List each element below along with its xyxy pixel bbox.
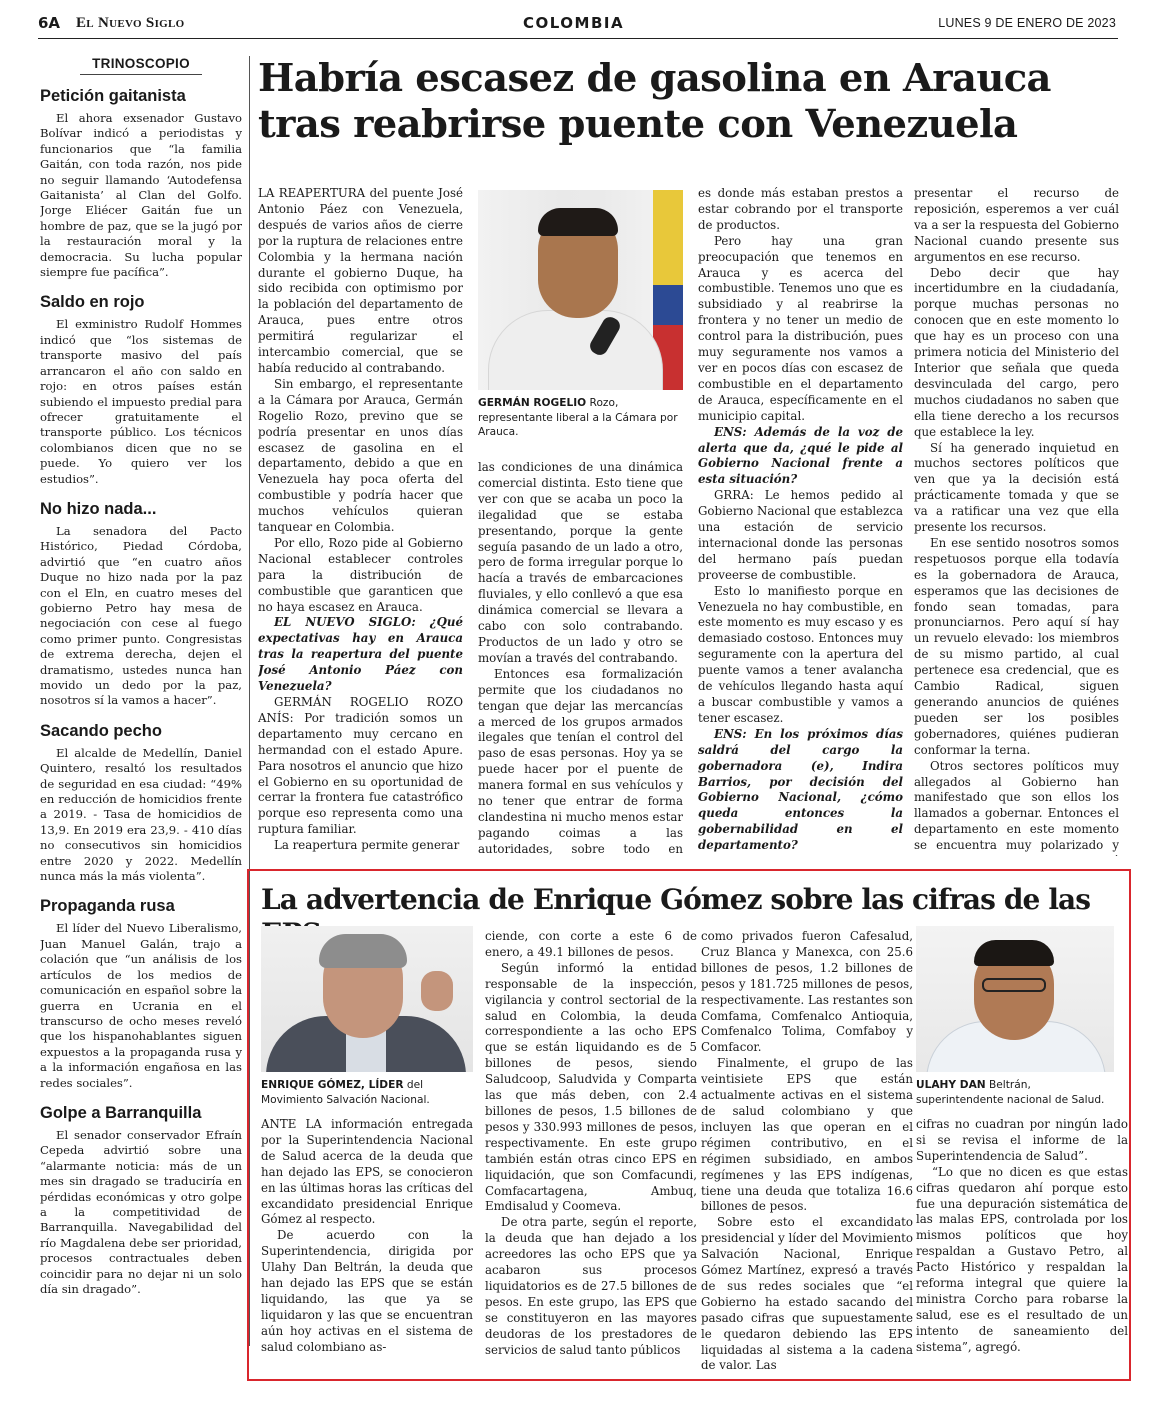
paragraph: Finalmente, el grupo de las veintisiete EPS que están actualmente activas en el sistema de salud colombiano y que incluyen las que operan en el régimen contributivo, en el régimen subsidiado, en ambos regímenes y las EPS indígenas, tiene una deuda que totaliza 16.6 billones de pesos.: [701, 1056, 913, 1214]
paragraph: presentar el recurso de reposición, esperemos a ver cuál va a ser la respuesta del Gobierno Nacional cuando presente sus argumentos en ese recurso.: [914, 186, 1119, 264]
paragraph: Esto lo manifiesto porque en Venezuela no hay combustible, en este momento es muy escaso y es demasiado costoso. Entonces muy seguramente con la apertura del puente vamos a tener avalancha de vehículos llegando hasta aquí a buscar combustible y vamos a tener escasez.: [698, 583, 903, 725]
caption-text: Rozo, representante liberal a la Cámara por Arauca.: [478, 397, 678, 438]
paragraph: Entonces esa formalización permite que los ciudadanos no tengan que dejar las mercancías a merced de los grupos armados ilegales que tenían el control del paso de esas personas. Hoy ya se puede hacer por el puente de manera formal en sus vehículos y no tener que entrar de forma clandestina ni mucho menos estar pagando coimas a las autoridades, sobre todo en: [478, 666, 683, 856]
sidebar-item-text: El exministro Rudolf Hommes indicó que “los sistemas de transporte masivo del país arrancaron el año con saldo en rojo: en otros países están subiendo el impuesto predial para ofrecer gratuitamente el transporte público. Los técnicos colombianos dicen que no se puede. Yo quiero ver los estudios”.: [40, 317, 242, 486]
paragraph: La reapertura permite generar: [274, 838, 460, 853]
paragraph: las condiciones de una dinámica comercial distinta. Esto tiene que ver con que se acaba un poco la ilegalidad que se estaba presentando, porque la gente seguía pasando de un lado a otro, pero de forma irregular porque lo hacía a través de embarcaciones fluviales, y ello conllevó a que esa dinámica comercial se llevara a cabo con solo contrabando. Productos de un lado y otro se movían a través del contrabando.: [478, 460, 683, 665]
sidebar-item-heading: Golpe a Barranquilla: [40, 1103, 202, 1122]
box-headline: La advertencia de Enrique Gómez sobre las cifras de las: [261, 883, 1091, 916]
trinoscopio-sidebar: [40, 56, 242, 1346]
question-paragraph: ENS: En los próximos días saldrá del cargo la gobernadora (e), Indira Barrios, por decisión del Gobierno Nacional, ¿cómo queda entonces la gobernabilidad en el departamento?: [698, 726, 903, 853]
photo-figure: [538, 208, 618, 236]
sidebar-item-text: El ahora exsenador Gustavo Bolívar indicó a periodistas y funcionarios que “la familia Gaitán, con toda razón, nos pide no seguir llamando ‘Autodefensa Gaitanista’ al Clan del Golfo. Jorge Eliécer Gaitán fue un hombre de paz, que se la jugó por la restauración moral y la democracia. Su lucha popular siempre fue pacífica”.: [40, 111, 242, 280]
glasses-icon: [982, 978, 1046, 992]
paragraph: Debo decir que hay incertidumbre en la ciudadanía, porque muchas personas no conocen que en este momento lo que hay es un proceso con una primera noticia del Ministerio del Interior que señala que queda desvinculada del cargo, pero muchos ciudadanos no saben que ella tiene derecho a los recursos que establece la ley.: [914, 265, 1119, 439]
photo-caption: [478, 396, 683, 440]
paragraph: GERMÁN ROGELIO ROZO ANÍS: Por tradición somos un departamento muy cercano en hermandad con el estado Apure. Para nosotros el anuncio que hizo el Gobierno en su oportunidad de cerrar la frontera fue catastrófico porque eso representa como una ruptura familiar.: [258, 695, 463, 837]
photo-figure: [974, 940, 1054, 966]
paragraph: Otros sectores políticos muy allegados al Gobierno han manifestado que son ellos los llamados a gobernar. Entonces el departamento en este momento se encuentra muy polarizado y: [914, 758, 1119, 853]
flag-stripe: [653, 190, 683, 285]
box-column-3: [701, 929, 913, 1373]
main-headline: Habría escasez de gasolina en Arauca tras reabrirse puente con Venezuela: [258, 56, 1051, 147]
sidebar-item-heading: Sacando pecho: [40, 721, 162, 740]
paragraph: [698, 854, 903, 856]
sidebar-item-text: La senadora del Pacto Histórico, Piedad Córdoba, advirtió que “en cuatro años Duque no hizo nada por la paz con el Eln, en cuatro meses del gobierno Petro hay mesa de negociación con cese al fuego como primer punto. Congresistas de extrema derecha, dejen el dramatismo, ustedes nunca han movido un dedo por la paz, nosotros sí la vamos a hacer”.: [40, 523, 242, 708]
caption-text: del Movimiento Salvación Nacional.: [261, 1079, 430, 1106]
sidebar-title: TRINOSCOPIO: [80, 56, 202, 75]
main-article: [258, 178, 1120, 856]
paragraph: Sí ha generado inquietud en muchos sectores políticos que ven que ya la decisión está prácticamente tomada y que se va a ratificar una vez que ella presente los recursos.: [914, 440, 1119, 535]
sidebar-item: [40, 87, 242, 280]
caption-name: ULAHY DAN: [916, 1079, 986, 1091]
paragraph: es donde más estaban prestos a estar cobrando por el transporte de productos.: [698, 186, 903, 232]
caption-name: ENRIQUE GÓMEZ, LÍDER: [261, 1079, 404, 1091]
question-paragraph: ENS: Además de la voz de alerta que da, ¿qué le pide al Gobierno Nacional frente a esta situación?: [698, 424, 903, 487]
paragraph: cifras no cuadran por ningún lado si se revisa el informe de la Superintendencia de Salud”.: [916, 1117, 1128, 1163]
photo-figure: [319, 934, 407, 968]
sidebar-item: [40, 293, 242, 486]
article-column-2: [478, 460, 683, 856]
sidebar-item-text: El líder del Nuevo Liberalismo, Juan Manuel Galán, trajo a colación que “un análisis de los artículos de los medios de comunicación en español sobre la guerra en Ucrania en el transcurso de ocho meses reveló que los hispanohablantes siguen expuestos a la propaganda rusa y a la información engañosa en las redes sociales”.: [40, 921, 242, 1090]
sidebar-item-heading: No hizo nada...: [40, 499, 157, 518]
section-name: COLOMBIA: [523, 14, 625, 32]
sidebar-item-heading: Propaganda rusa: [40, 897, 175, 916]
sidebar-item: [40, 1104, 242, 1297]
newspaper-name: El Nuevo Siglo: [76, 15, 185, 31]
issue-date: LUNES 9 DE ENERO DE 2023: [938, 16, 1116, 30]
article-column-1: [258, 186, 463, 856]
box-column-1: [261, 1117, 473, 1373]
sidebar-item: [40, 722, 242, 885]
sidebar-item: [40, 897, 242, 1090]
paragraph: Pero hay una gran preocupación que tenemos en Arauca y es acerca del combustible. Tenemos uno que es subsidiado y al reabrirse la frontera y no tener un medio de control para la distribución, pues muy seguramente nos vamos a ver en pocos días con escasez de combustible en el departamento de Arauca, específicamente en el municipio capital.: [698, 233, 903, 423]
paragraph: Sobre esto el excandidato presidencial y líder del Movimiento Salvación Nacional, Enrique Gómez Martínez, expresó a través de sus redes sociales que “el Gobierno ha estado sacando del pasado cifras que supuestamente le quedaron debiendo las EPS liquidadas al sistema a la cadena de valor. Las: [701, 1215, 913, 1373]
german-rozo-photo: [478, 190, 683, 390]
paragraph: Por ello, Rozo pide al Gobierno Nacional establecer controles para la distribución de combustible que garanticen que no haya escasez en Arauca.: [258, 535, 463, 614]
photo-figure: [421, 971, 453, 1011]
paragraph: ANTE LA información entregada por la Superintendencia Nacional de Salud acerca de la deuda que han dejado las EPS, se conocieron en las últimas horas las críticas del excandidato presidencial Enrique Gómez al respecto.: [261, 1117, 473, 1227]
sidebar-item-heading: Petición gaitanista: [40, 87, 186, 105]
sidebar-item-text: El senador conservador Efraín Cepeda advirtió sobre una “alarmante noticia: más de un mes sin dragado se traduciría en pérdidas económicas y otro golpe a la competitividad de Barranquilla. Navegabilidad del río Magdalena debe ser prioridad, procesos contractuales deben coincidir para no dejar ni un solo día sin dragado”.: [40, 1127, 242, 1296]
paragraph: “Lo que no dicen es que estas cifras quedaron ahí porque esto fue una depuración sistemática de las malas EPS, controlada por los mismos políticos que hoy respaldan a Gustavo Petro, al Pacto Histórico y respaldan la reforma integral que quiere la ministra Corcho para robarse la salud, ese es el resultado de un intento de saneamiento del sistema”, agregó.: [916, 1164, 1128, 1354]
eps-story-box: [247, 869, 1131, 1381]
page-number: 6A: [38, 14, 61, 32]
photo-caption: [261, 1078, 473, 1107]
paragraph: LA REAPERTURA del puente José Antonio Páez con Venezuela, después de varios años de cierre por la ruptura de relaciones entre Colombia y la hermana nación durante el gobierno Duque, ha sido recibida con optimismo por la población del departamento de Arauca, pues entre otros permitirá regularizar el intercambio comercial, que se había reducido al contrabando.: [258, 186, 463, 375]
caption-name: GERMÁN ROGELIO: [478, 397, 587, 409]
article-column-4: [914, 186, 1119, 856]
paragraph: Según informó la entidad responsable de la inspección, vigilancia y control sectorial de la salud en Colombia, la deuda correspondiente a las ocho EPS que se están liquidando es de 5 billones de pesos, siendo Saludcoop, Saludvida y Comparta las que más deben, con 2.4 billones de pesos, 1.5 billones de pesos y 330.993 millones de pesos, respectivamente. En este grupo también están otras cinco EPS en liquidación, que son Comfacundi, Comfacartagena, Ambuq, Emdisalud y Coomeva.: [485, 960, 697, 1214]
caption-text: Beltrán, superintendente nacional de Salud.: [916, 1079, 1105, 1106]
photo-figure: [488, 310, 663, 390]
flag-stripe: [653, 285, 683, 325]
paragraph: De otra parte, según el reporte, la deuda que han dejado a los acreedores las ocho EPS que ya acabaron sus procesos liquidatorios es de 27.5 billones de pesos. En este grupo, las EPS que se constituyeron en las mayores deudoras de los prestadores de servicios de salud tanto públicos: [485, 1215, 697, 1357]
sidebar-item: [40, 500, 242, 709]
enrique-gomez-photo: [261, 926, 473, 1072]
paragraph: como privados fueron Cafesalud, Cruz Blanca y Manexca, con 25.6 billones de pesos, 1.2 billones de pesos y 181.725 millones de pesos, respectivamente. Las restantes son Comfama, Comfenalco Antioquia, Comfenalco Tolima, Comfaboy y Comfacor.: [701, 929, 913, 1055]
header-divider: [38, 38, 1118, 39]
page-header: [38, 14, 1118, 36]
paragraph: ciende, con corte a este 6 de enero, a 49.1 billones de pesos.: [485, 929, 697, 959]
ulahy-dan-photo: [916, 926, 1114, 1072]
question-paragraph: EL NUEVO SIGLO: ¿Qué expectativas hay en Arauca tras la reapertura del puente José Antonio Páez con Venezuela?: [258, 615, 463, 694]
box-column-2: [485, 929, 697, 1373]
photo-caption: [916, 1078, 1114, 1107]
paragraph: En ese sentido nosotros somos respetuosos porque ella todavía es la gobernadora de Arauca, esperamos que las decisiones de fondo sean tomadas, para pronunciarnos. Pero aquí sí hay un revuelo elevado: los miembros de su mismo partido, al cual pertenece esa credencial, que es Cambio Radical, siguen generando anuncios de quiénes pueden ser los posibles gobernadores, quiénes pudieran conformar la terna.: [914, 535, 1119, 757]
box-column-4: [916, 1117, 1128, 1373]
paragraph: De acuerdo con la Superintendencia, dirigida por Ulahy Dan Beltrán, la deuda que han dejado las EPS que se están liquidando, las que ya se liquidaron y las que se encuentran aún hoy activas en el sistema de salud colombiano as-: [261, 1228, 473, 1354]
paragraph: GRRA: Le hemos pedido al Gobierno Nacional que establezca una estación de servicio internacional donde las personas del hermano país puedan proveerse de combustible.: [698, 488, 903, 582]
article-column-3: [698, 186, 903, 856]
sidebar-item-text: El alcalde de Medellín, Daniel Quintero, resaltó los resultados de seguridad en esa ciudad: “49% en reducción de homicidios frente a 2019. - Tasa de homicidios de 13,9. En 2019 era 23,9. - 410 días no consecutivos sin homicidios entre 2020 y 2022. Medellín nunca más la más violenta”.: [40, 745, 242, 884]
paragraph: Sin embargo, el representante a la Cámara por Arauca, Germán Rogelio Rozo, previno que se podría presentar en unos días escasez de gasolina en el departamento, debido a que en Venezuela hay poca oferta del combustible y podría hacer que muchos vehículos quieran tanquear en Colombia.: [258, 376, 463, 535]
sidebar-item-heading: Saldo en rojo: [40, 293, 145, 312]
